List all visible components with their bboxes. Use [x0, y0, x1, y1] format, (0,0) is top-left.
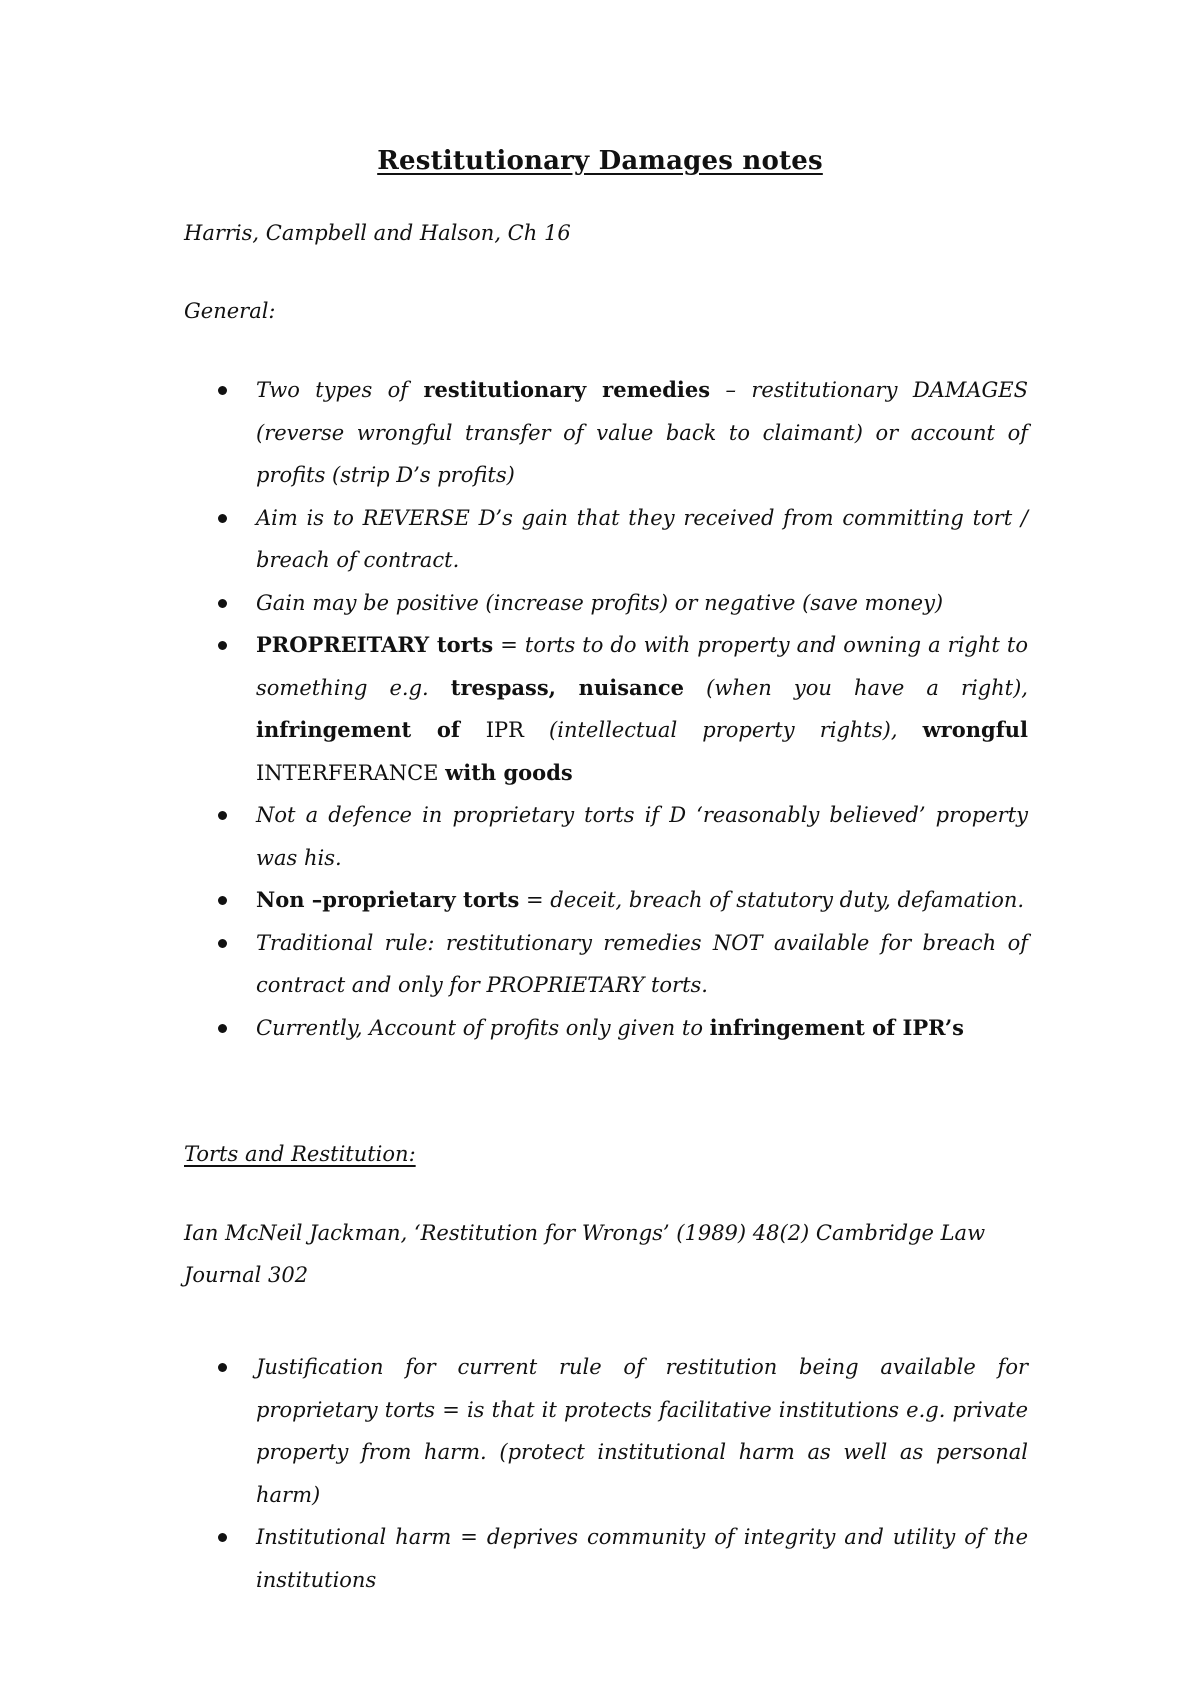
list-item: Non –proprietary torts = deceit, breach of statutory duty, defamation. [184, 879, 1028, 922]
bullet-icon [218, 896, 227, 905]
page-title: Restitutionary Damages notes [377, 146, 823, 176]
list-item: Currently, Account of profits only given to infringement of IPR’s [184, 1007, 1028, 1050]
general-bullet-list [184, 369, 1028, 1049]
bullet-icon [218, 939, 227, 948]
list-item: Not a defence in proprietary torts if D ‘reasonably believed’ property was his. [184, 794, 1028, 879]
bullet-icon [218, 386, 227, 395]
list-item: Justification for current rule of restitution being available for proprietary torts = is that it protects facilitative institutions e.g. private property from harm. (protect institutional harm as well as personal harm) [184, 1346, 1028, 1516]
bullet-icon [218, 1024, 227, 1033]
bullet-icon [218, 641, 227, 650]
list-item: Aim is to REVERSE D’s gain that they received from committing tort / breach of contract. [184, 497, 1028, 582]
bullet-icon [218, 1533, 227, 1542]
section-heading-torts: Torts and Restitution: [184, 1142, 416, 1166]
list-item: Institutional harm = deprives community of integrity and utility of the institutions [184, 1516, 1028, 1601]
list-item: Gain may be positive (increase profits) or negative (save money) [184, 582, 1028, 625]
bullet-icon [218, 811, 227, 820]
bullet-icon [218, 599, 227, 608]
list-item: Traditional rule: restitutionary remedies NOT available for breach of contract and only for PROPRIETARY torts. [184, 922, 1028, 1007]
section-heading-general: General: [184, 299, 276, 323]
citation: Ian McNeil Jackman, ‘Restitution for Wrongs’ (1989) 48(2) Cambridge Law Journal 302 [184, 1221, 986, 1287]
list-item: PROPREITARY torts = torts to do with property and owning a right to something e.g. trespass, nuisance (when you have a right), infringement of IPR (intellectual property rights), wrongful INTERFERANCE with goods [184, 624, 1028, 794]
torts-bullet-list [184, 1346, 1028, 1601]
bullet-icon [218, 514, 227, 523]
bullet-icon [218, 1363, 227, 1372]
list-item: Two types of restitutionary remedies – restitutionary DAMAGES (reverse wrongful transfer of value back to claimant) or account of profits (strip D’s profits) [184, 369, 1028, 497]
source-reference: Harris, Campbell and Halson, Ch 16 [184, 221, 571, 245]
